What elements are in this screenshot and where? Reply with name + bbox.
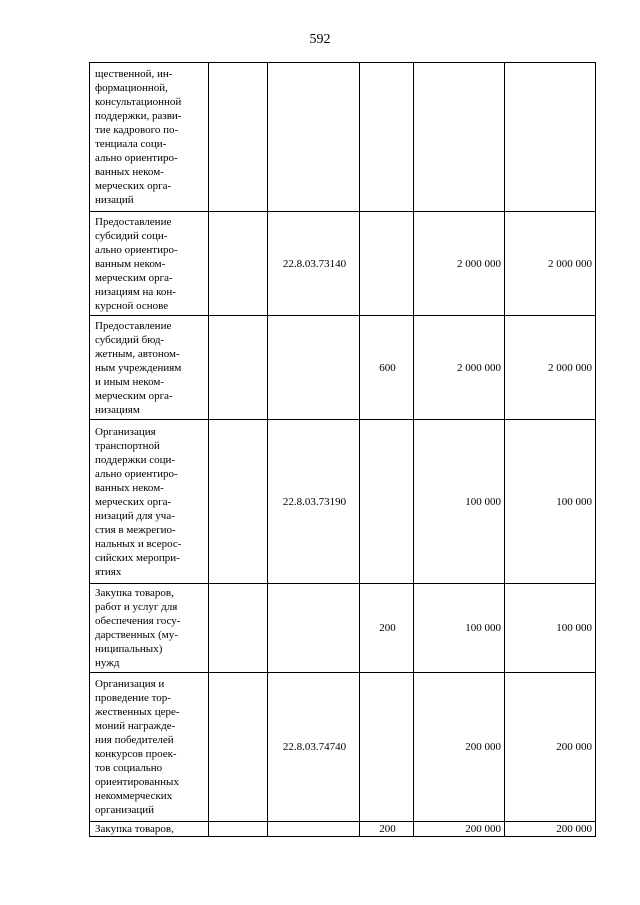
row-description: Организация и проведение тор- жественных цере- моний награжде- ния победителей конкурсов проек- тов социально ориентированных некоммерческих организаций (90, 673, 209, 822)
row-ministry (209, 316, 268, 420)
row-amount-2 (505, 63, 596, 212)
row-expense-type (360, 212, 414, 316)
row-amount-1 (414, 63, 505, 212)
row-expense-type: 200 (360, 822, 414, 837)
row-expense-type: 600 (360, 316, 414, 420)
table-row (90, 316, 596, 420)
table-row (90, 63, 596, 212)
table-row (90, 212, 596, 316)
row-amount-1: 200 000 (414, 673, 505, 822)
row-expense-type (360, 63, 414, 212)
row-ministry (209, 420, 268, 584)
row-ministry (209, 212, 268, 316)
row-amount-1: 100 000 (414, 584, 505, 673)
row-code (268, 316, 360, 420)
row-expense-type (360, 673, 414, 822)
row-amount-2: 100 000 (505, 584, 596, 673)
row-description: щественной, ин- формационной, консультационной поддержки, разви- тие кадрового по- тенциала соци- ально ориентиро- ванных неком- мерческих орга- низаций (90, 63, 209, 212)
row-amount-2: 2 000 000 (505, 316, 596, 420)
row-expense-type: 200 (360, 584, 414, 673)
row-ministry (209, 673, 268, 822)
row-description: Предоставление субсидий бюд- жетным, автоном- ным учреждениям и иным неком- мерческим орга- низациям (90, 316, 209, 420)
row-amount-1: 200 000 (414, 822, 505, 837)
row-description: Организация транспортной поддержки соци- ально ориентиро- ванных неком- мерческих орга- низаций для уча- стия в межрегио- нальных и всерос- сийских меропри- ятиях (90, 420, 209, 584)
row-expense-type (360, 420, 414, 584)
row-description: Закупка товаров, работ и услуг для обеспечения госу- дарственных (му- ниципальных) нужд (90, 584, 209, 673)
row-amount-2: 100 000 (505, 420, 596, 584)
row-amount-2: 2 000 000 (505, 212, 596, 316)
row-code: 22.8.03.73140 (268, 212, 360, 316)
table-row (90, 822, 596, 837)
row-ministry (209, 63, 268, 212)
row-description: Закупка товаров, (90, 822, 209, 837)
row-code (268, 584, 360, 673)
row-code (268, 822, 360, 837)
row-amount-1: 2 000 000 (414, 212, 505, 316)
table-row (90, 420, 596, 584)
page-number: 592 (309, 32, 331, 47)
row-ministry (209, 584, 268, 673)
row-amount-2: 200 000 (505, 673, 596, 822)
row-amount-1: 2 000 000 (414, 316, 505, 420)
row-description: Предоставление субсидий соци- ально ориентиро- ванным неком- мерческим орга- низациям на кон- курсной основе (90, 212, 209, 316)
row-amount-2: 200 000 (505, 822, 596, 837)
row-code: 22.8.03.74740 (268, 673, 360, 822)
row-amount-1: 100 000 (414, 420, 505, 584)
budget-table (89, 62, 596, 837)
table-row (90, 584, 596, 673)
row-code: 22.8.03.73190 (268, 420, 360, 584)
table-row (90, 673, 596, 822)
row-ministry (209, 822, 268, 837)
row-code (268, 63, 360, 212)
